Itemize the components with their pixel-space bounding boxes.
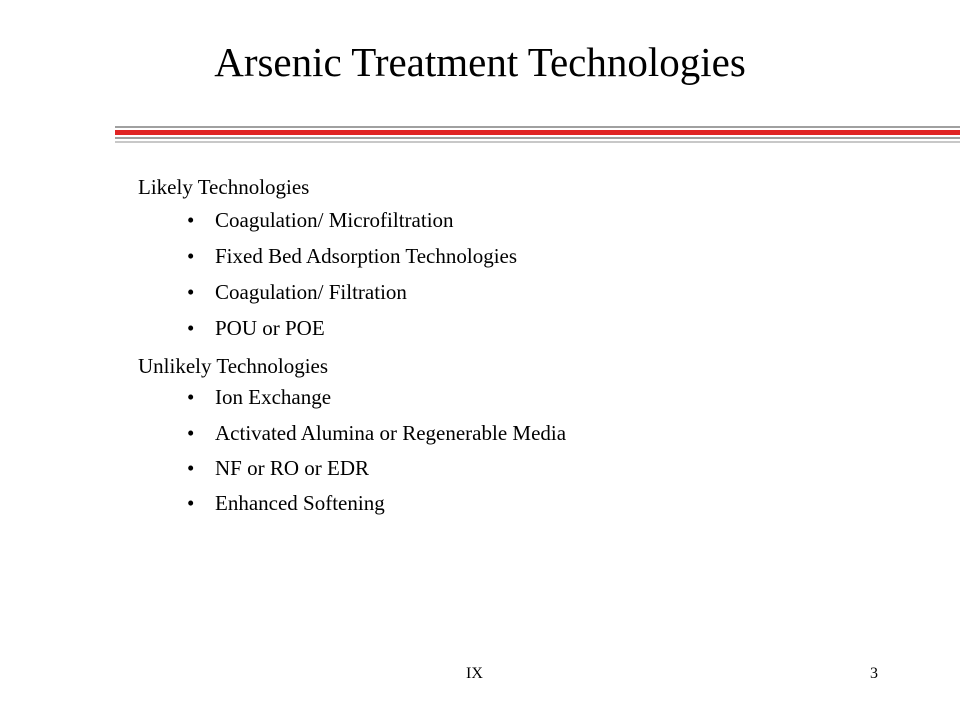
unlikely-heading: Unlikely Technologies [138, 354, 329, 378]
bullet: • [187, 280, 195, 304]
list-item-label: Coagulation/ Microfiltration [215, 208, 454, 232]
bullet: • [187, 316, 195, 340]
list-item [187, 455, 369, 481]
likely-heading: Likely Technologies [138, 175, 310, 199]
list-item-label: POU or POE [215, 316, 325, 340]
list-item-label: NF or RO or EDR [215, 456, 370, 480]
list-item-label: Fixed Bed Adsorption Technologies [215, 244, 518, 268]
bullet: • [187, 491, 195, 515]
list-item-label: Enhanced Softening [215, 491, 385, 515]
divider-line-grey-bottom [115, 141, 960, 143]
list-item [187, 420, 566, 446]
footer-label: IX [466, 665, 483, 682]
list-item-label: Activated Alumina or Regenerable Media [215, 421, 567, 445]
page-number: 3 [870, 665, 878, 682]
bullet: • [187, 208, 195, 232]
list-item-label: Ion Exchange [215, 385, 332, 409]
list-item [187, 243, 517, 269]
slide-title: Arsenic Treatment Technologies [214, 39, 746, 85]
list-item-label: Coagulation/ Filtration [215, 280, 407, 304]
list-item [187, 384, 331, 410]
bullet: • [187, 244, 195, 268]
list-item [187, 207, 454, 233]
divider-line-grey-middle [115, 137, 960, 139]
divider-line-red [115, 130, 960, 135]
list-item [187, 279, 407, 305]
bullet: • [187, 421, 195, 445]
bullet: • [187, 385, 195, 409]
list-item [187, 315, 325, 341]
divider-line-grey-top [115, 126, 960, 128]
list-item [187, 490, 385, 516]
bullet: • [187, 456, 195, 480]
